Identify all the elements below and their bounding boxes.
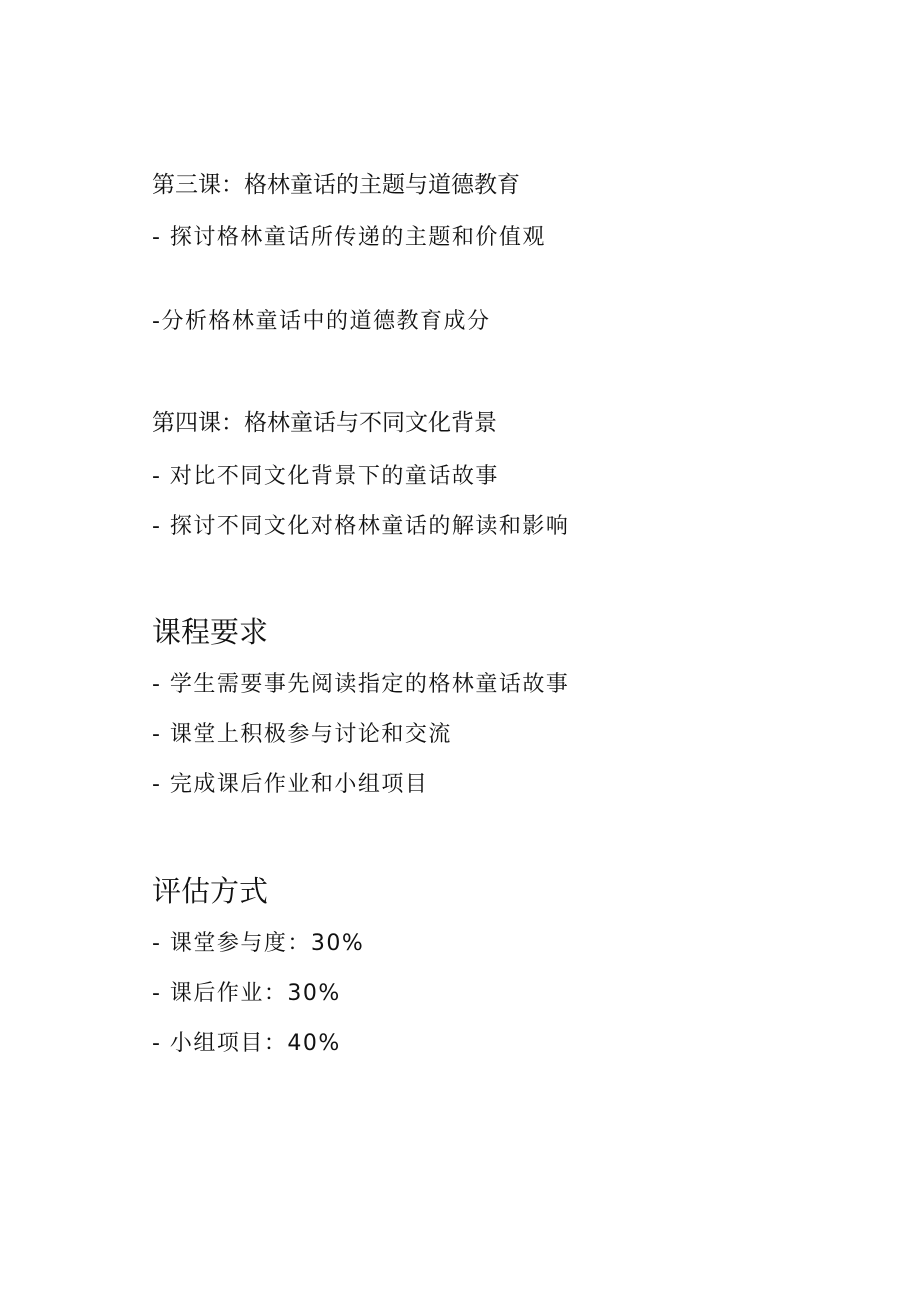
lesson-3-item: -分析格林童话中的道德教育成分 (152, 309, 491, 334)
assessment-item: - 课后作业：30% (152, 981, 341, 1006)
lesson-4-item: - 对比不同文化背景下的童话故事 (152, 464, 499, 489)
assessment-heading: 评估方式 (152, 874, 269, 908)
requirements-item: - 课堂上积极参与讨论和交流 (152, 722, 452, 747)
lesson-3-item: - 探讨格林童话所传递的主题和价值观 (152, 225, 546, 250)
requirements-item: - 完成课后作业和小组项目 (152, 772, 429, 797)
lesson-4-item: - 探讨不同文化对格林童话的解读和影响 (152, 514, 570, 539)
assessment-item: - 小组项目：40% (152, 1031, 341, 1056)
assessment-item: - 课堂参与度：30% (152, 931, 365, 956)
lesson-3-title: 第三课：格林童话的主题与道德教育 (152, 172, 520, 198)
requirements-heading: 课程要求 (152, 615, 269, 649)
requirements-item: - 学生需要事先阅读指定的格林童话故事 (152, 672, 570, 697)
lesson-4-title: 第四课：格林童话与不同文化背景 (152, 410, 497, 436)
